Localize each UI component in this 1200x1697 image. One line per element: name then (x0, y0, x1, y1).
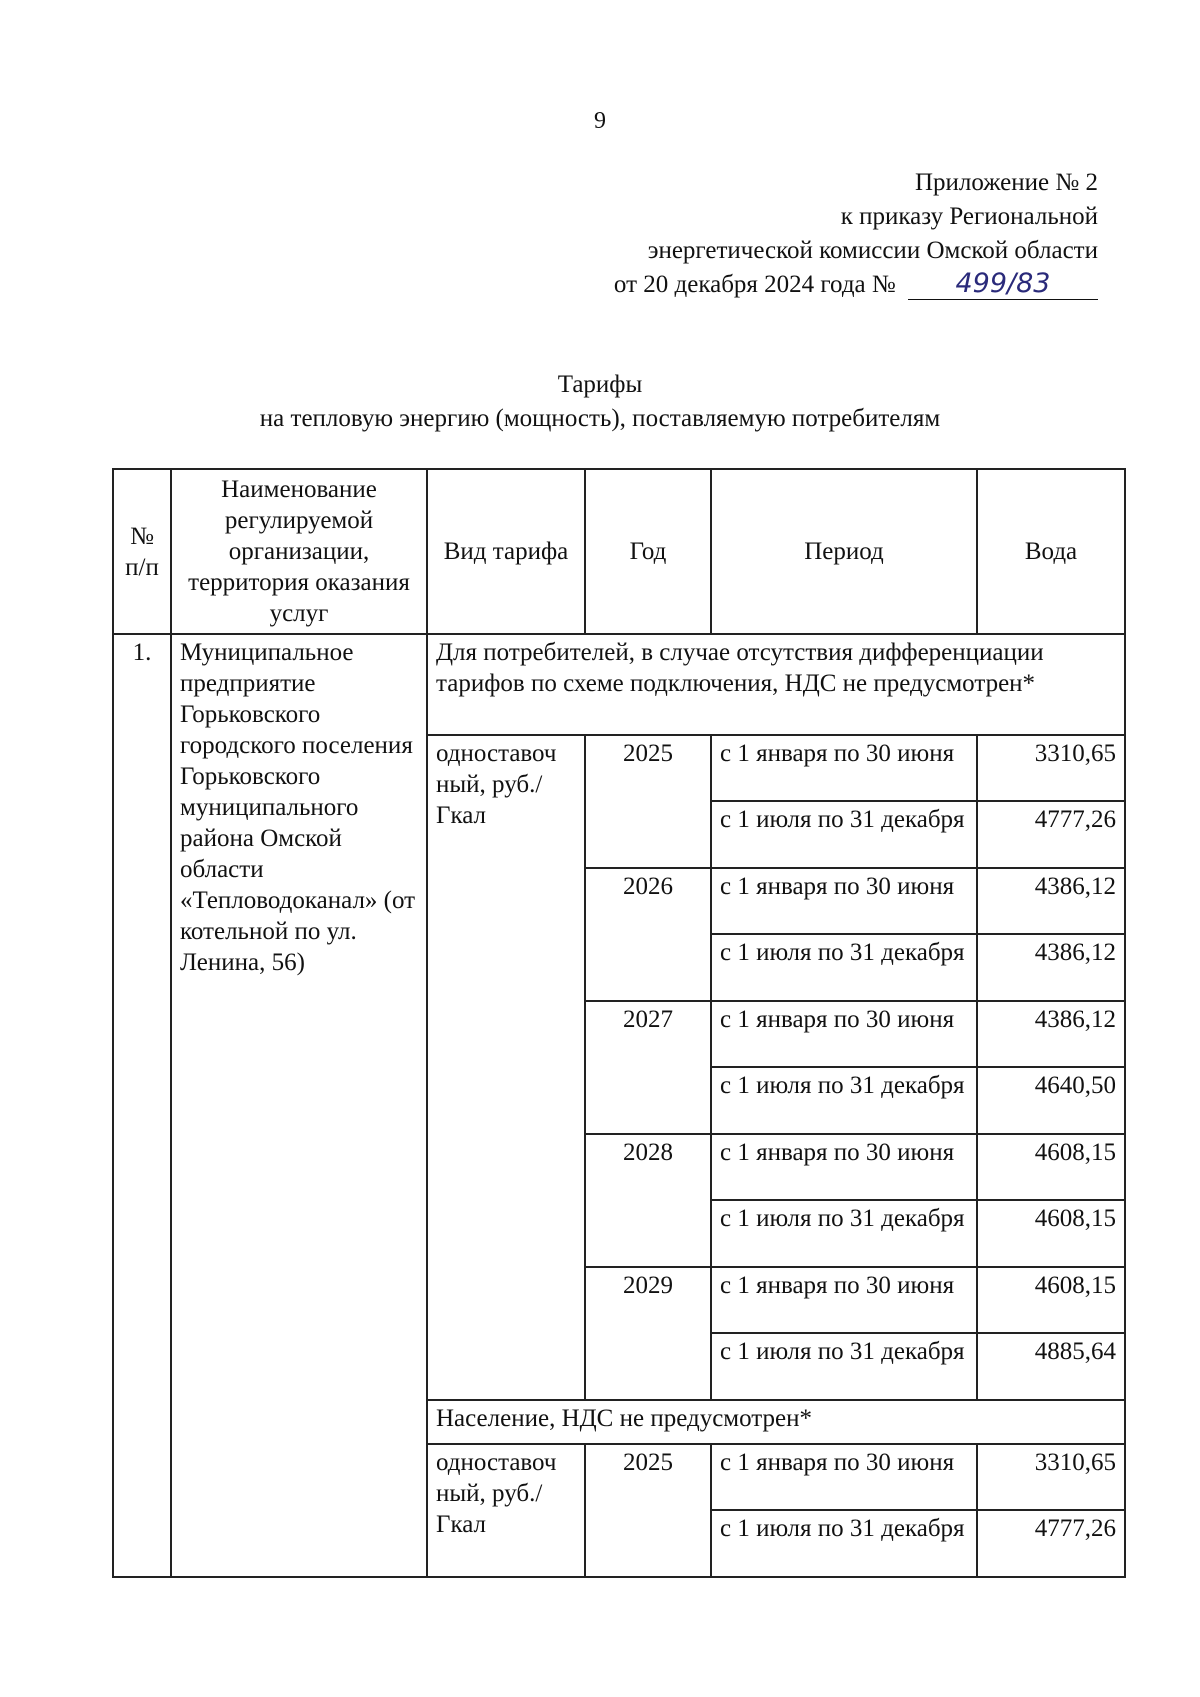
header-type: Вид тарифа (427, 469, 585, 634)
order-line (498, 268, 1098, 302)
appendix-line: Приложение № 2 (914, 169, 1098, 196)
header-period: Период (711, 469, 977, 634)
value-cell: 4608,15 (977, 1134, 1125, 1200)
period-cell: с 1 января по 30 июня (711, 1134, 977, 1200)
period-cell: с 1 июля по 31 декабря (711, 934, 977, 1000)
order-date: от 20 декабря 2024 года № (613, 271, 896, 298)
value-cell: 4608,15 (977, 1267, 1125, 1333)
year-cell: 2028 (585, 1134, 711, 1267)
period-cell: с 1 июля по 31 декабря (711, 1067, 977, 1133)
value-cell: 4885,64 (977, 1333, 1125, 1399)
period-cell: с 1 января по 30 июня (711, 1267, 977, 1333)
section1-title: Для потребителей, в случае отсутствия дифференциации тарифов по схеме подключения, НДС не предусмотрен* (427, 634, 1125, 735)
period-cell: с 1 января по 30 июня (711, 1001, 977, 1067)
value-cell: 3310,65 (977, 735, 1125, 801)
period-cell: с 1 июля по 31 декабря (711, 1333, 977, 1399)
header-num: № п/п (113, 469, 171, 634)
section1-tariff-type: одноставоч ный, руб./Гкал (427, 735, 585, 1400)
year-cell: 2025 (585, 1444, 711, 1577)
table-header-row (113, 469, 1125, 634)
period-cell: с 1 июля по 31 декабря (711, 1510, 977, 1577)
year-cell: 2029 (585, 1267, 711, 1400)
period-cell: с 1 июля по 31 декабря (711, 801, 977, 867)
value-cell: 4386,12 (977, 934, 1125, 1000)
value-cell: 4777,26 (977, 1510, 1125, 1577)
period-cell: с 1 января по 30 июня (711, 868, 977, 934)
header-org: Наименование регулируемой организации, территория оказания услуг (171, 469, 427, 634)
year-cell: 2025 (585, 735, 711, 868)
period-cell: с 1 января по 30 июня (711, 735, 977, 801)
section2-tariff-type: одноставоч ный, руб./Гкал (427, 1444, 585, 1577)
row-number: 1. (113, 634, 171, 1577)
value-cell: 4777,26 (977, 801, 1125, 867)
period-cell: с 1 января по 30 июня (711, 1444, 977, 1510)
appendix-block (498, 166, 1098, 302)
value-cell: 4608,15 (977, 1200, 1125, 1266)
section2-title: Население, НДС не предусмотрен* (427, 1400, 1125, 1444)
organization-name: Муниципальное предприятие Горьковского городского поселения Горьковского муниципального района Омской области «Тепловодоканал» (от котельной по ул. Ленина, 56) (171, 634, 427, 1577)
order-number: 499/83 (908, 269, 1098, 300)
document-title (0, 368, 1200, 436)
value-cell: 4386,12 (977, 868, 1125, 934)
title-line: на тепловую энергию (мощность), поставляемую потребителям (259, 405, 941, 432)
tariff-table (112, 468, 1126, 1578)
header-year: Год (585, 469, 711, 634)
value-cell: 3310,65 (977, 1444, 1125, 1510)
value-cell: 4640,50 (977, 1067, 1125, 1133)
value-cell: 4386,12 (977, 1001, 1125, 1067)
appendix-line: к приказу Региональной (840, 203, 1098, 230)
year-cell: 2027 (585, 1001, 711, 1134)
page-number: 9 (594, 108, 606, 134)
year-cell: 2026 (585, 868, 711, 1001)
table-row (113, 634, 1125, 735)
period-cell: с 1 июля по 31 декабря (711, 1200, 977, 1266)
appendix-line: энергетической комиссии Омской области (647, 237, 1098, 264)
header-water: Вода (977, 469, 1125, 634)
title-line: Тарифы (557, 371, 643, 398)
